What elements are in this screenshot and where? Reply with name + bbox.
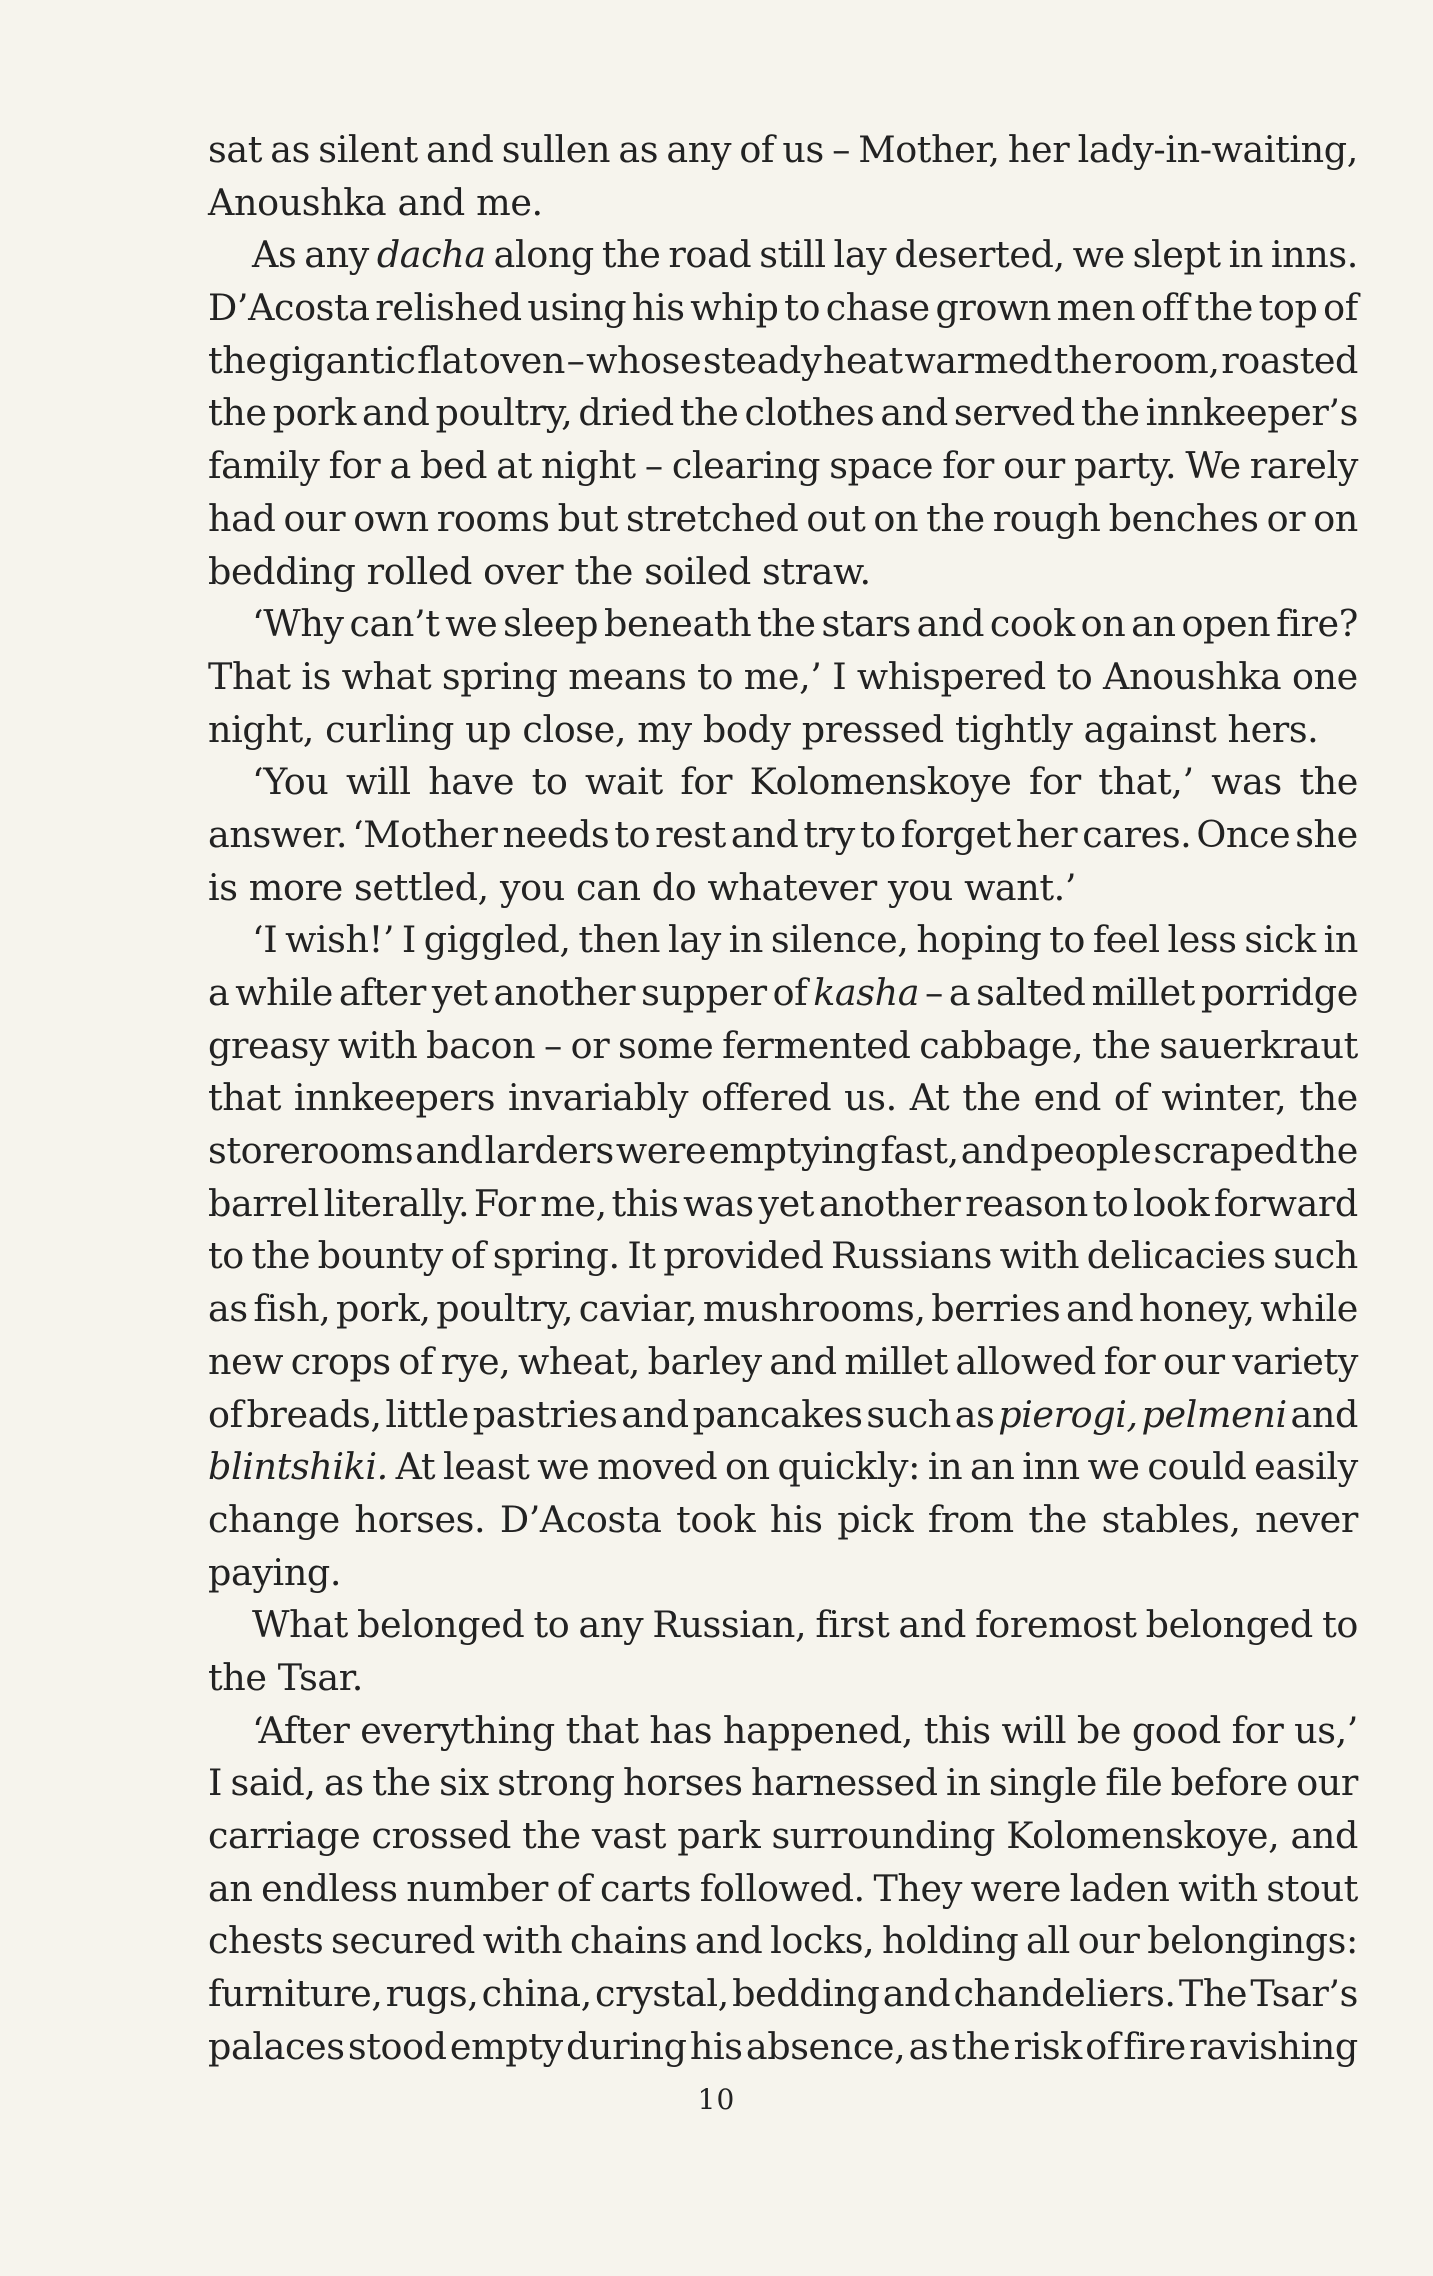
- text-line: Anoushka and me.: [208, 180, 543, 224]
- text-line: blintshiki. At least we moved on quickly: in an inn we could easily: [208, 1445, 1358, 1489]
- text-line: family for a bed at night – clearing space for our party. We rarely: [208, 444, 1358, 488]
- text-line: the Tsar.: [208, 1655, 364, 1699]
- text-line: as fish, pork, poultry, caviar, mushrooms, berries and honey, while: [208, 1287, 1358, 1331]
- text-line: a while after yet another supper of kasha – a salted millet porridge: [208, 971, 1358, 1014]
- text-line: paying.: [208, 1550, 342, 1594]
- text-line: What belonged to any Russian, first and foremost belonged to: [252, 1603, 1358, 1647]
- text-line: an endless number of carts followed. They were laden with stout: [208, 1866, 1358, 1910]
- body-text: [208, 124, 1358, 2073]
- text-line: night, curling up close, my body pressed tightly against hers.: [208, 707, 1319, 751]
- text-line: furniture, rugs, china, crystal, bedding and chandeliers. The Tsar’s: [208, 1972, 1358, 2016]
- text-line: new crops of rye, wheat, barley and millet allowed for our variety: [208, 1339, 1358, 1383]
- text-line: is more settled, you can do whatever you want.’: [208, 865, 1077, 909]
- text-line: D’Acosta relished using his whip to chase grown men off the top of: [208, 286, 1358, 330]
- text-line: As any dacha along the road still lay deserted, we slept in inns.: [252, 233, 1358, 277]
- text-line: chests secured with chains and locks, holding all our belongings:: [208, 1919, 1358, 1963]
- text-line: answer. ‘Mother needs to rest and try to forget her cares. Once she: [208, 812, 1358, 856]
- text-line: had our own rooms but stretched out on the rough benches or on: [208, 496, 1358, 540]
- text-line: carriage crossed the vast park surrounding Kolomenskoye, and: [208, 1814, 1358, 1857]
- text-line: I said, as the six strong horses harnessed in single file before our: [208, 1761, 1358, 1805]
- page-number: 10: [697, 2083, 736, 2116]
- text-line: palaces stood empty during his absence, as the risk of fire ravishing: [208, 2024, 1358, 2068]
- text-line: barrel literally. For me, this was yet another reason to look forward: [208, 1181, 1358, 1225]
- text-line: change horses. D’Acosta took his pick from the stables, never: [208, 1497, 1358, 1541]
- text-line: sat as silent and sullen as any of us – Mother, her lady-in-waiting,: [208, 128, 1358, 171]
- text-line: ‘Why can’t we sleep beneath the stars and cook on an open fire?: [252, 602, 1358, 646]
- text-line: storerooms and larders were emptying fast, and people scraped the: [208, 1129, 1358, 1173]
- text-line: that innkeepers invariably offered us. At the end of winter, the: [208, 1076, 1358, 1120]
- text-line: ‘You will have to wait for Kolomenskoye for that,’ was the: [252, 760, 1358, 804]
- text-line: of breads, little pastries and pancakes such as pierogi, pelmeni and: [208, 1392, 1358, 1436]
- text-line: to the bounty of spring. It provided Russians with delicacies such: [208, 1234, 1358, 1278]
- text-line: That is what spring means to me,’ I whispered to Anoushka one: [208, 654, 1358, 698]
- text-line: the gigantic flat oven – whose steady heat warmed the room, roasted: [208, 338, 1358, 382]
- text-line: the pork and poultry, dried the clothes and served the innkeeper’s: [208, 391, 1358, 435]
- text-line: ‘I wish!’ I giggled, then lay in silence, hoping to feel less sick in: [252, 918, 1358, 962]
- text-line: ‘After everything that has happened, this will be good for us,’: [252, 1708, 1358, 1752]
- text-line: bedding rolled over the soiled straw.: [208, 549, 871, 593]
- text-line: greasy with bacon – or some fermented cabbage, the sauerkraut: [208, 1023, 1358, 1067]
